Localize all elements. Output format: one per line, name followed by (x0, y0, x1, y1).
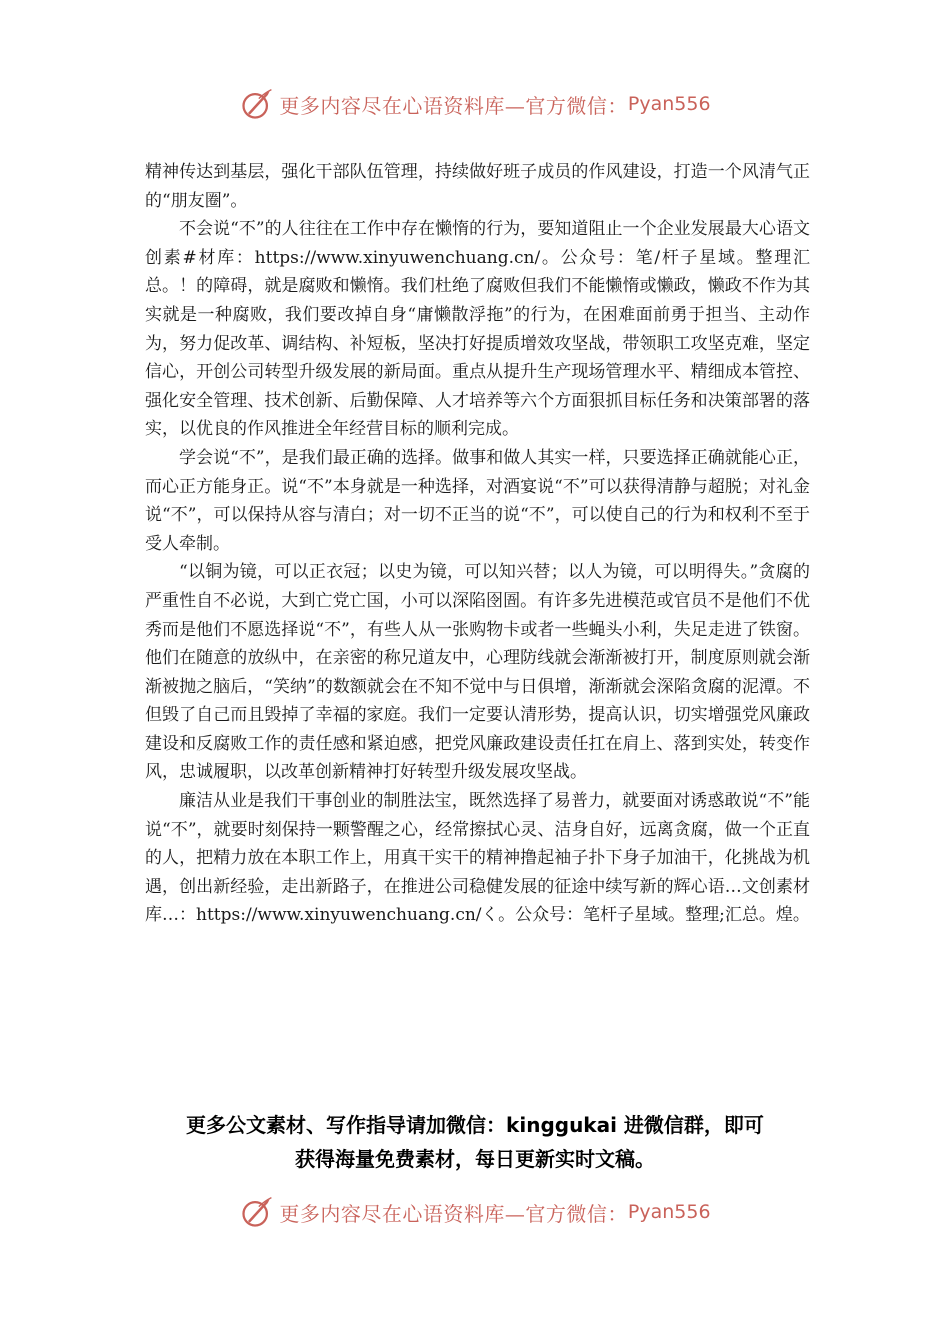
header-banner (0, 80, 950, 128)
promo-line-2: 获得海量免费素材，每日更新实时文稿。 (295, 1147, 655, 1171)
paragraph-5: 廉洁从业是我们干事创业的制胜法宝，既然选择了易普力，就要面对诱惑敢说“不”能说“不”，就要时刻保持一颗警醒之心，经常擦拭心灵、洁身自好，远离贪腐，做一个正直的人，把精力放在本职工作上，用真干实干的精神撸起袖子扑下身子加油干，化挑战为机遇，创出新经验，走出新路子，在推进公司稳健发展的征途中续写新的辉心语…文创素材库…：https://www.xinyuwenchuang.cn/く。公众号：笔杆子星域。整理;汇总。煌。 (145, 791, 810, 926)
footer-banner-text: 更多内容尽在心语资料库—官方微信： (279, 1201, 628, 1226)
footer-banner (0, 1188, 950, 1236)
header-banner-id: Pyan556 (627, 93, 711, 115)
paragraph-2: 不会说“不”的人往往在工作中存在懒惰的行为，要知道阻止一个企业发展最大心语文创素#材库：https://www.xinyuwenchuang.cn/。公众号：笔/杆子星域。整理汇总。！的障碍，就是腐败和懒惰。我们杜绝了腐败但我们不能懒惰或懒政，懒政不作为其实就是一种腐败，我们要改掉自身“庸懒散浮拖”的行为，在困难面前勇于担当、主动作为，努力促改革、调结构、补短板，坚决打好提质增效攻坚战，带领职工攻坚克难，坚定信心，开创公司转型升级发展的新局面。重点从提升生产现场管理水平、精细成本管控、强化安全管理、技术创新、后勤保障、人才培养等六个方面狠抓目标任务和决策部署的落实，以优良的作风推进全年经营目标的顺利完成。 (145, 219, 810, 440)
quill-pen-logo-icon (239, 86, 275, 122)
header-banner-text: 更多内容尽在心语资料库—官方微信： (279, 93, 628, 118)
document-body (145, 158, 810, 930)
paragraph-1: 精神传达到基层，强化干部队伍管理，持续做好班子成员的作风建设，打造一个风清气正的“朋友圈”。 (145, 162, 810, 211)
quill-pen-logo-icon (239, 1194, 275, 1230)
paragraph-4: “以铜为镜，可以正衣冠；以史为镜，可以知兴替；以人为镜，可以明得失。”贪腐的严重性自不必说，大到亡党亡国，小可以深陷囹圄。有许多先进模范或官员不是他们不优秀而是他们不愿选择说“不”，有些人从一张购物卡或者一些蝇头小利，失足走进了铁窗。他们在随意的放纵中，在亲密的称兄道友中，心理防线就会渐渐被打开，制度原则就会渐渐被抛之脑后，“笑纳”的数额就会在不知不觉中与日俱增，渐渐就会深陷贪腐的泥潭。不但毁了自己而且毁掉了幸福的家庭。我们一定要认清形势，提高认识，切实增强党风廉政建设和反腐败工作的责任感和紧迫感，把党风廉政建设责任扛在肩上、落到实处，转变作风，忠诚履职，以改革创新精神打好转型升级发展攻坚战。 (145, 562, 810, 783)
promo-line-1: 更多公文素材、写作指导请加微信：kinggukai 进微信群，即可 (186, 1113, 764, 1137)
promo-note (100, 1108, 850, 1176)
footer-banner-id: Pyan556 (627, 1201, 711, 1223)
paragraph-3: 学会说“不”，是我们最正确的选择。做事和做人其实一样，只要选择正确就能心正，而心正方能身正。说“不”本身就是一种选择，对酒宴说“不”可以获得清静与超脱；对礼金说“不”，可以保持从容与清白；对一切不正当的说“不”，可以使自己的行为和权利不至于受人牵制。 (145, 447, 810, 554)
